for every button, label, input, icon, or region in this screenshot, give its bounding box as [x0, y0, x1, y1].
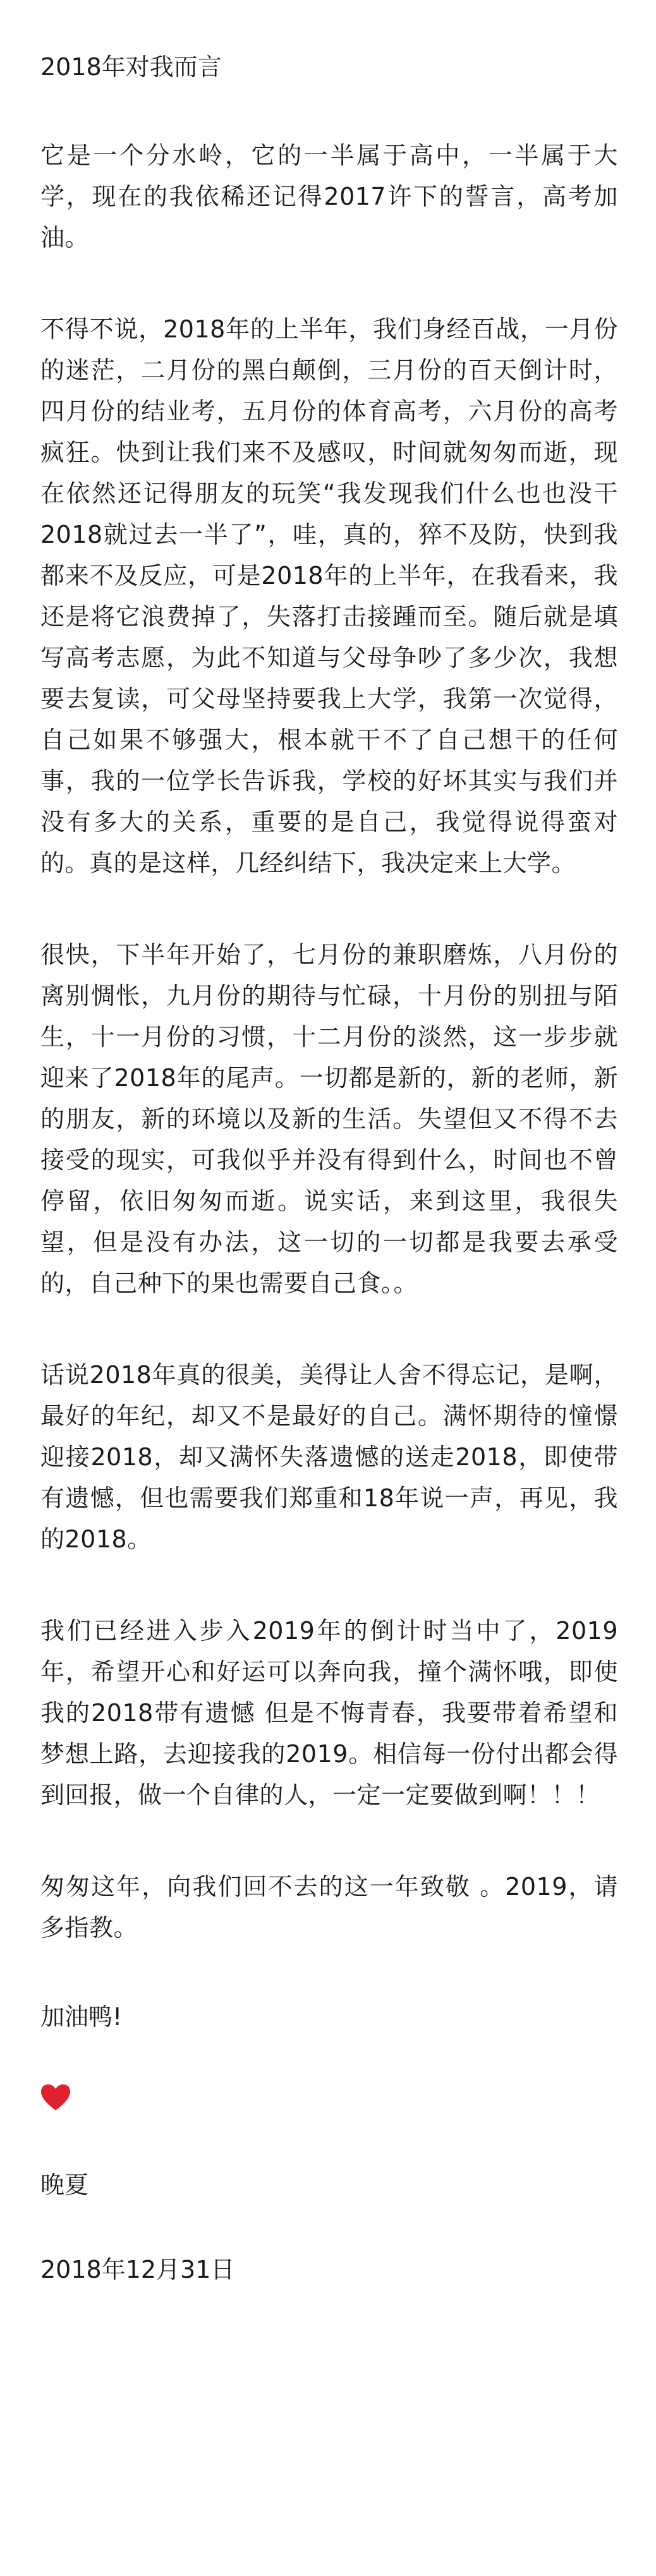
document-title: 2018年对我而言: [40, 53, 222, 81]
signature: 晚夏: [40, 2171, 89, 2199]
paragraph-5: 我们已经进入步入2019年的倒计时当中了，2019年，希望开心和好运可以奔向我，撞个满怀哦，即使我的2018带有遗憾 但是不悔青春，我要带着希望和梦想上路，去迎接我的2019。相信每一份付出都会得到回报，做一个自律的人，一定一定要做到啊！！！: [40, 1617, 618, 1809]
date: 2018年12月31日: [40, 2256, 235, 2283]
cheer-text: 加油鸭!: [40, 2003, 123, 2031]
paragraph-6: 匆匆这年，向我们回不去的这一年致敬 。2019，请多指教。: [40, 1873, 618, 1942]
heart-shape: [41, 2084, 70, 2110]
paragraph-1: 它是一个分水岭，它的一半属于高中，一半属于大学，现在的我依稀还记得2017许下的誓言，高考加油。: [40, 142, 618, 251]
document-body: [40, 49, 618, 2337]
paragraph-3: 很快，下半年开始了，七月份的兼职磨炼，八月份的离别惆怅，九月份的期待与忙碌，十月份的别扭与陌生，十一月份的习惯，十二月份的淡然，这一步步就迎来了2018年的尾声。一切都是新的，新的老师，新的朋友，新的环境以及新的生活。失望但又不得不去接受的现实，可我似乎并没有得到什么，时间也不曾停留，依旧匆匆而逝。说实话，来到这里，我很失望，但是没有办法，这一切的一切都是我要去承受的，自己种下的果也需要自己食。。: [40, 941, 618, 1297]
paragraph-2: 不得不说，2018年的上半年，我们身经百战，一月份的迷茫，二月份的黑白颠倒，三月份的百天倒计时，四月份的结业考，五月份的体育高考，六月份的高考疯狂。快到让我们来不及感叹，时间就匆匆而逝，现在依然还记得朋友的玩笑“我发现我们什么也也没干2018就过去一半了”，哇，真的，猝不及防，快到我都来不及反应，可是2018年的上半年，在我看来，我还是将它浪费掉了，失落打击接踵而至。随后就是填写高考志愿，为此不知道与父母争吵了多少次，我想要去复读，可父母坚持要我上大学，我第一次觉得，自己如果不够强大，根本就干不了自己想干的任何事，我的一位学长告诉我，学校的好坏其实与我们并没有多大的关系，重要的是自己，我觉得说得蛮对的。真的是这样，几经纠结下，我决定来上大学。: [40, 315, 618, 877]
heart-icon: [40, 2084, 618, 2119]
heart-icon-svg: [40, 2084, 71, 2112]
paragraph-4: 话说2018年真的很美，美得让人舍不得忘记，是啊，最好的年纪，却又不是最好的自己。满怀期待的憧憬迎接2018，却又满怀失落遗憾的送走2018，即使带有遗憾，但也需要我们郑重和18年说一声，再见，我的2018。: [40, 1361, 618, 1553]
